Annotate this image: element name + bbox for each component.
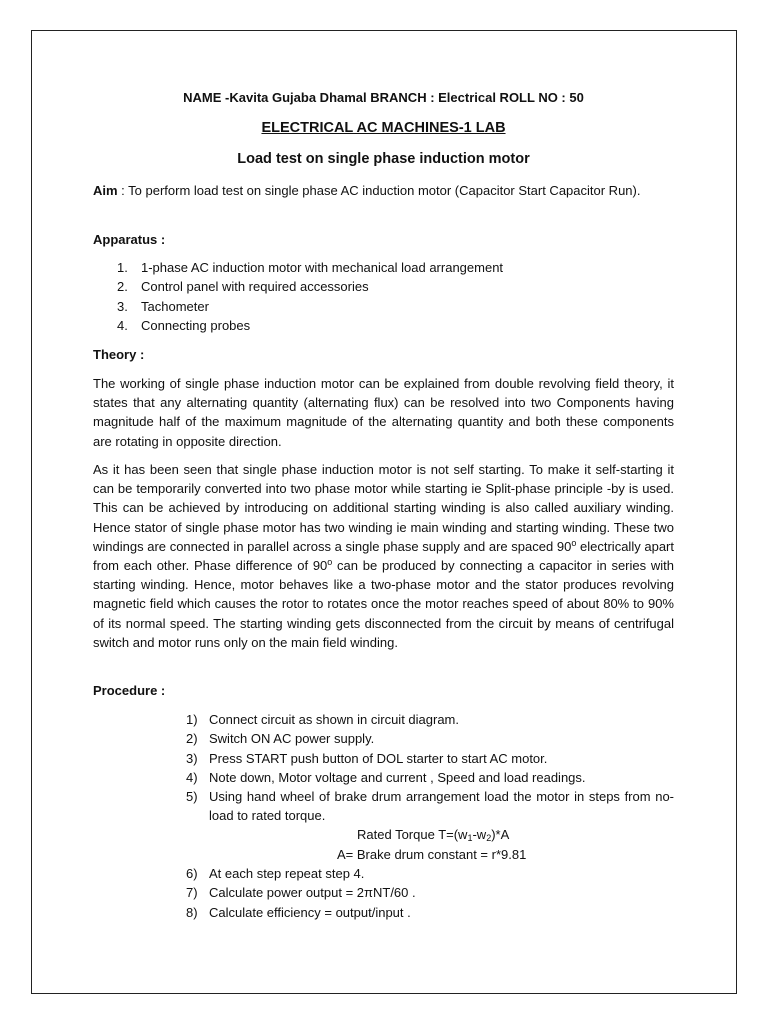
- aim-paragraph: [93, 181, 674, 200]
- experiment-title: Load test on single phase induction motor: [237, 151, 530, 167]
- procedure-heading: Procedure :: [93, 683, 166, 698]
- lab-title: ELECTRICAL AC MACHINES-1 LAB: [261, 120, 506, 136]
- aim-label: Aim: [93, 183, 118, 198]
- brake-drum-constant: A= Brake drum constant = r*9.81: [337, 847, 527, 862]
- theory-paragraph-1: The working of single phase induction motor can be explained from double revolving field theory, it states that any alternating quantity (alternating flux) can be resolved into two Components having magnitude half of the maximum magnitude of the alternating quantity and both these components are rotating in opposite direction.: [93, 376, 674, 449]
- theory-paragraph-2: As it has been seen that single phase induction motor is not self starting. To make it self-starting it can be temporarily converted into two phase motor while starting ie Split-phase principle -by is used. This can be achieved by introducing on additional starting winding is also called auxiliary winding. Hence stator of single phase motor has two winding ie main winding and starting winding. These two windings are connected in parallel across a single phase supply and are spaced 90$^o$ electrically apart from each other. Phase difference of 90$^o$ can be produced by connecting a capacitor in series with starting winding. Hence, motor behaves like a two-phase motor and the stator produces revolving magnetic field which causes the rotor to rotates once the motor reaches speed of about 80% to 90% of its normal speed. The starting winding gets disconnected from the circuit by means of centrifugal switch and motor runs only on the main field winding.: [93, 462, 675, 650]
- aim-text: : To perform load test on single phase AC induction motor (Capacitor Start Capacitor Run).: [117, 183, 641, 198]
- theory-heading: Theory :: [93, 347, 145, 362]
- name-line: NAME -Kavita Gujaba Dhamal BRANCH : Electrical ROLL NO : 50: [183, 90, 584, 105]
- torque-formula: Rated Torque $T=(w_1-w_2)*A$: [357, 827, 510, 843]
- apparatus-heading: Apparatus :: [93, 232, 166, 247]
